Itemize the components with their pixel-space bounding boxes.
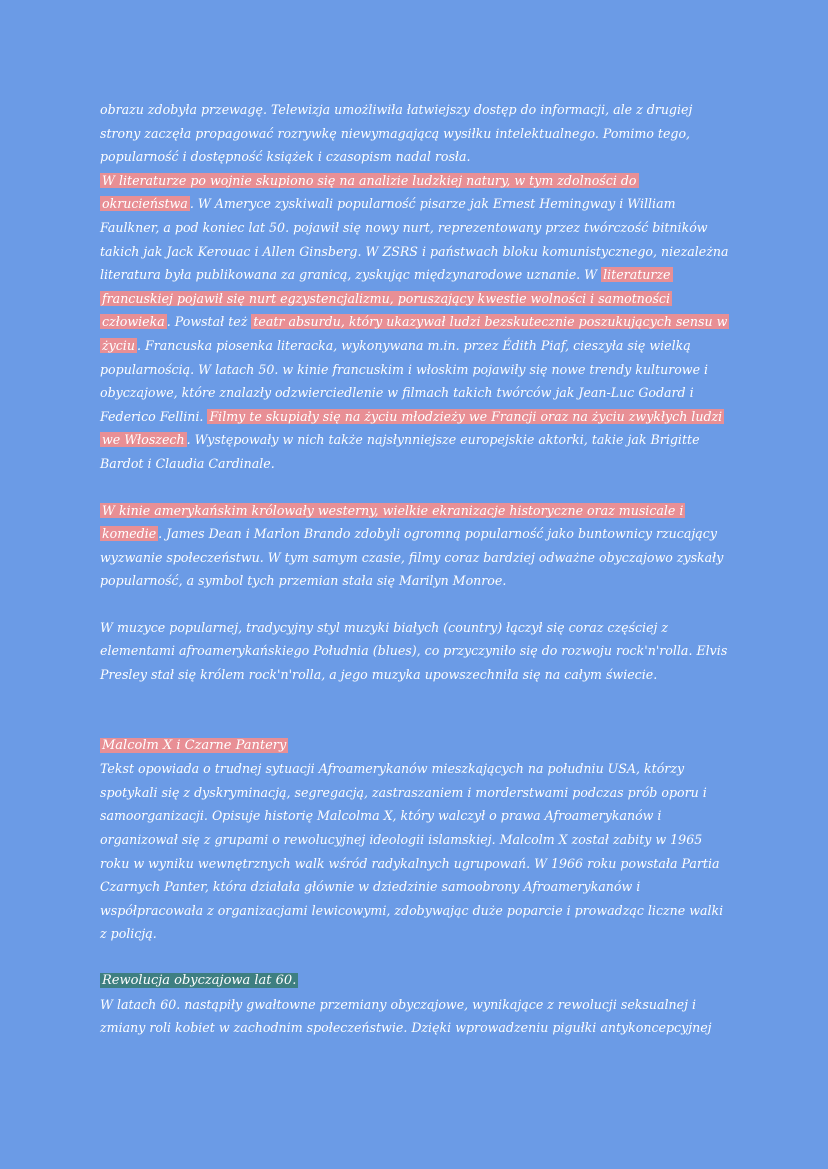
- section-heading-moral-revolution: [100, 969, 732, 993]
- highlight-theatre-absurd: teatr absurdu, który ukazywał ludzi bezskutecznie poszukujących sensu w życiu: [102, 314, 728, 353]
- paragraph-literature: [100, 169, 732, 476]
- text-american-stars: . James Dean i Marlon Brando zdobyli ogromną popularność jako buntownicy rzucający wyzwanie społeczeństwu. W tym samym czasie, filmy coraz bardziej odważne obyczajowo zyskały popularność, a symbol tych przemian stała się Marilyn Monroe.: [100, 526, 724, 589]
- paragraph-gap: [100, 476, 732, 499]
- text-actresses: . Występowały w nich także najsłynniejsze europejskie aktorki, takie jak Brigitte Bardot i Claudia Cardinale.: [100, 432, 700, 471]
- heading-highlight-teal: Rewolucja obyczajowa lat 60.: [102, 973, 297, 988]
- paragraph-gap: [100, 946, 732, 969]
- highlight-existentialism: literaturze francuskiej pojawił się nurt egzystencjalizmu, poruszający kwestie wolności i samotności człowieka: [102, 267, 671, 330]
- paragraph-gap: [100, 593, 732, 616]
- section-body-malcolm-x: Tekst opowiada o trudnej sytuacji Afroamerykanów mieszkających na południu USA, którzy spotykali się z dyskryminacją, segregacją, zastraszaniem i morderstwami podczas prób oporu i samoorganizacji. Opisuje historię Malcolma X, który walczył o prawa Afroamerykanów i organizował się z grupami o rewolucyjnej ideologii islamskiej. Malcolm X został zabity w 1965 roku w wyniku wewnętrznych walk wśród radykalnych ugrupowań. W 1966 roku powstała Partia Czarnych Panter, która działała głównie w dziedzinie samoobrony Afroamerykanów i współpracowała z organizacjami lewicowymi, zdobywając duże poparcie i prowadząc liczne walki z policją.: [100, 761, 724, 942]
- paragraph-music: W muzyce popularnej, tradycyjny styl muzyki białych (country) łączył się coraz częściej z elementami afroamerykańskiego Południa (blues), co przyczyniło się do rozwoju rock'n'rolla. Elvis Presley stał się królem rock'n'rolla, a jego muzyka upowszechniła się na całym świecie.: [100, 619, 728, 683]
- text-america-writers: . W Ameryce zyskiwali popularność pisarze jak Ernest Hemingway i William Faulkner, a pod koniec lat 50. pojawił się nowy nurt, reprezentowany przez twórczość bitników takich jak Jack Kerouac i Allen Ginsberg. W ZSRS i państwach bloku komunistycznego, niezależna literatura była publikowana za granicą, zyskując międzynarodowe uznanie. W: [100, 196, 729, 283]
- paragraph-television: obrazu zdobyła przewagę. Telewizja umożliwiła łatwiejszy dostęp do informacji, ale z drugiej strony zaczęła propagować rozrywkę niewymagającą wysiłku intelektualnego. Pomimo tego, popularność i dostępność książek i czasopism nadal rosła.: [100, 102, 693, 165]
- paragraph-american-cinema: [100, 499, 732, 593]
- heading-highlight: Malcolm X i Czarne Pantery: [102, 737, 287, 753]
- section-heading-malcolm-x: [100, 734, 732, 758]
- document-content: [100, 98, 732, 1040]
- highlight-american-cinema: W kinie amerykańskim królowały westerny, wielkie ekranizacje historyczne oraz musicale i komedie: [102, 502, 684, 542]
- text-theatre-intro: . Powstał też: [166, 314, 252, 330]
- text-french-song: . Francuska piosenka literacka, wykonywana m.in. przez Édith Piaf, cieszyła się wielką popularnością. W latach 50. w kinie francuskim i włoskim pojawiły się nowe trendy kulturowe i obyczajowe, które znalazły odzwierciedlenie w filmach takich twórców jak Jean-Luc Godard i Federico Fellini.: [100, 337, 709, 424]
- section-gap: [100, 687, 732, 734]
- section-body-moral-revolution: W latach 60. nastąpiły gwałtowne przemiany obyczajowe, wynikające z rewolucji seksualnej i zmiany roli kobiet w zachodnim społeczeństwie. Dzięki wprowadzeniu pigułki antykoncepcyjnej: [100, 996, 712, 1036]
- highlight-literature-nature: W literaturze po wojnie skupiono się na analizie ludzkiej natury, w tym zdolności do okrucieństwa: [102, 172, 637, 212]
- highlight-films-youth: Filmy te skupiały się na życiu młodzieży we Francji oraz na życiu zwykłych ludzi we Włoszech: [102, 408, 723, 448]
